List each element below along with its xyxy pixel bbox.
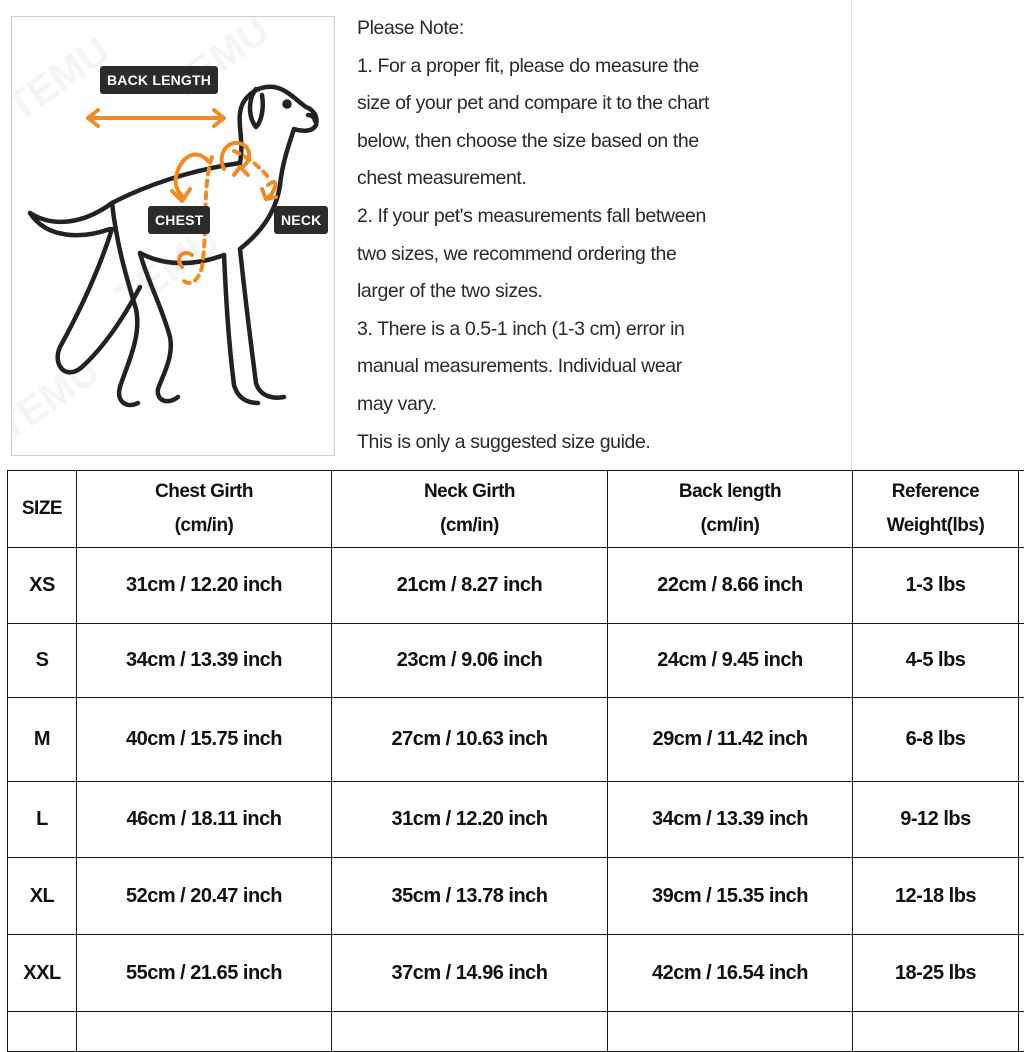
back-cell: 42cm / 16.54 inch [608,935,853,1012]
back-cell: 29cm / 11.42 inch [608,698,853,782]
size-cell: XS [8,548,77,624]
chest-cell: 46cm / 18.11 inch [77,782,332,858]
size-cell: XL [8,858,77,935]
table-cell [1019,858,1024,935]
table-cell [77,1012,332,1052]
table-cell [608,1012,853,1052]
weight-cell: 12-18 lbs [853,858,1019,935]
note-line: 3. There is a 0.5-1 inch (1-3 cm) error in [357,311,727,349]
size-note [357,10,727,461]
neck-cell: 35cm / 13.78 inch [332,858,608,935]
size-cell: L [8,782,77,858]
note-line: two sizes, we recommend ordering the [357,236,727,274]
table-row [8,698,1024,782]
neck-cell: 23cm / 9.06 inch [332,624,608,698]
size-cell: XXL [8,935,77,1012]
chest-cell: 55cm / 21.65 inch [77,935,332,1012]
weight-cell: 1-3 lbs [853,548,1019,624]
table-row [8,548,1024,624]
header-back-length: Back length (cm/in) [608,471,853,548]
note-line: 1. For a proper fit, please do measure the [357,48,727,86]
dog-measurement-figure [11,16,335,456]
table-row [8,1012,1024,1052]
table-header-row [8,471,1024,548]
table-cell [1019,782,1024,858]
neck-cell: 37cm / 14.96 inch [332,935,608,1012]
back-cell: 24cm / 9.45 inch [608,624,853,698]
back-cell: 34cm / 13.39 inch [608,782,853,858]
table-cell [1019,548,1024,624]
table-row [8,935,1024,1012]
back-cell: 22cm / 8.66 inch [608,548,853,624]
back-length-label: BACK LENGTH [100,66,218,94]
neck-cell: 27cm / 10.63 inch [332,698,608,782]
table-cell [1019,935,1024,1012]
table-row [8,782,1024,858]
table-cell [8,1012,77,1052]
note-line: chest measurement. [357,160,727,198]
size-cell: S [8,624,77,698]
header-neck-girth: Neck Girth (cm/in) [332,471,608,548]
header-size: SIZE [8,471,77,548]
table-cell [1019,1012,1024,1052]
back-cell: 39cm / 15.35 inch [608,858,853,935]
chest-label: CHEST [148,206,210,234]
chest-cell: 31cm / 12.20 inch [77,548,332,624]
note-line: This is only a suggested size guide. [357,424,727,462]
note-line: 2. If your pet's measurements fall between [357,198,727,236]
header-reference-weight: Reference Weight(lbs) [853,471,1019,548]
neck-cell: 31cm / 12.20 inch [332,782,608,858]
table-cell [1019,698,1024,782]
note-line: larger of the two sizes. [357,273,727,311]
table-cell [853,1012,1019,1052]
header-chest-girth: Chest Girth (cm/in) [77,471,332,548]
note-line: Please Note: [357,10,727,48]
chest-cell: 40cm / 15.75 inch [77,698,332,782]
divider [851,0,852,470]
note-line: may vary. [357,386,727,424]
weight-cell: 9-12 lbs [853,782,1019,858]
size-chart-table [7,470,1024,1052]
chest-cell: 34cm / 13.39 inch [77,624,332,698]
size-cell: M [8,698,77,782]
weight-cell: 4-5 lbs [853,624,1019,698]
note-line: size of your pet and compare it to the chart [357,85,727,123]
table-cell [1019,624,1024,698]
neck-label: NECK [274,206,328,234]
table-row [8,858,1024,935]
note-line: below, then choose the size based on the [357,123,727,161]
weight-cell: 6-8 lbs [853,698,1019,782]
neck-cell: 21cm / 8.27 inch [332,548,608,624]
table-cell [332,1012,608,1052]
table-cell [1019,471,1024,548]
note-line: manual measurements. Individual wear [357,348,727,386]
weight-cell: 18-25 lbs [853,935,1019,1012]
chest-cell: 52cm / 20.47 inch [77,858,332,935]
table-row [8,624,1024,698]
